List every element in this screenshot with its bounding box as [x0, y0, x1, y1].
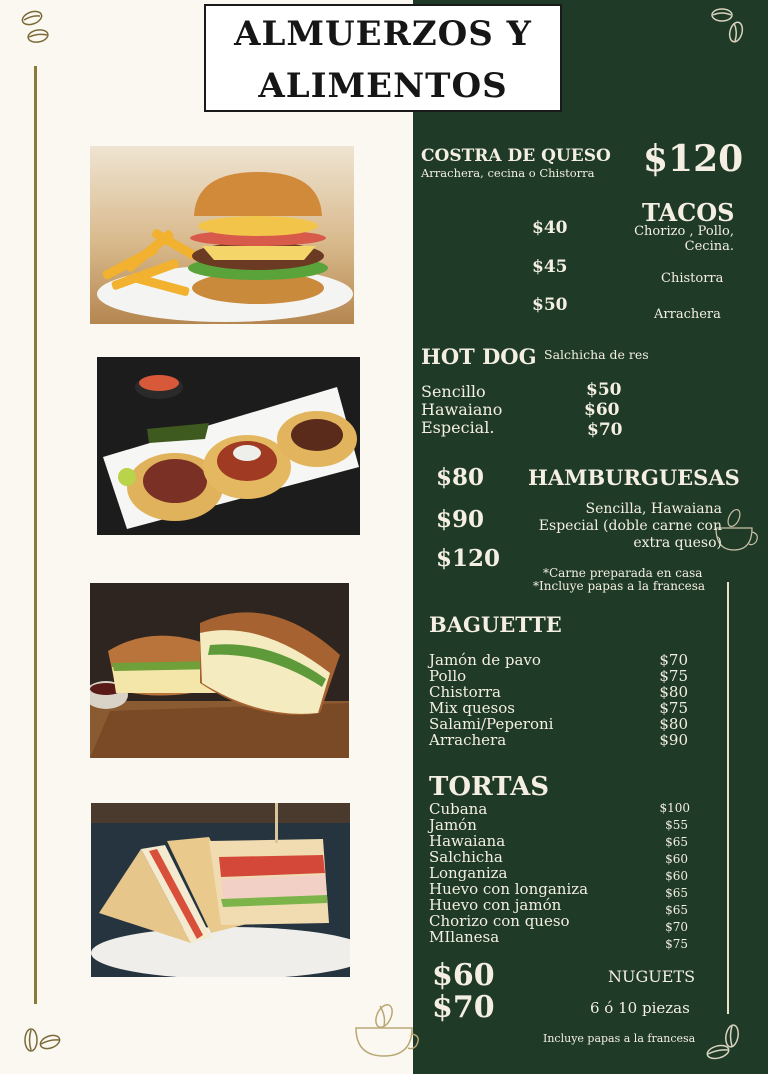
baguette-title: BAGUETTE	[429, 612, 562, 637]
tortas-price: $65	[665, 835, 688, 849]
hotdog-price-2: $60	[584, 400, 620, 420]
costra-description: Arrachera, cecina o Chistorra	[421, 166, 595, 180]
tortas-item: Huevo con longaniza	[429, 880, 589, 898]
tortas-price: $65	[665, 886, 688, 900]
coffee-beans-icon	[708, 4, 748, 44]
baguette-price: $75	[659, 667, 688, 685]
tortas-price: $60	[665, 852, 688, 866]
baguette-item: Chistorra	[429, 683, 501, 701]
hotdog-item-1: Sencillo	[421, 382, 486, 401]
tortas-item: Longaniza	[429, 864, 508, 882]
baguette-price: $80	[659, 715, 688, 733]
tortas-item: MIlanesa	[429, 928, 500, 946]
hotdog-title: HOT DOG	[421, 344, 537, 369]
baguette-item: Pollo	[429, 667, 467, 685]
tortas-price: $75	[665, 937, 688, 951]
baguette-price: $75	[659, 699, 688, 717]
baguette-item: Mix quesos	[429, 699, 515, 717]
coffee-beans-icon	[20, 1024, 64, 1058]
hamburguesas-price-1: $80	[436, 464, 485, 491]
hamburguesas-price-2: $90	[436, 506, 485, 533]
tortas-price: $100	[659, 801, 690, 815]
baguette-price: $80	[659, 683, 688, 701]
tortas-price: $60	[665, 869, 688, 883]
hamburguesas-note-1: *Carne preparada en casa	[543, 566, 703, 580]
tortas-title: TORTAS	[429, 772, 550, 802]
decorative-vertical-line	[34, 66, 37, 1004]
costra-price: $120	[643, 138, 744, 180]
tacos-price-2: $45	[532, 257, 568, 277]
hotdog-price-3: $70	[587, 420, 623, 440]
hotdog-price-1: $50	[586, 380, 622, 400]
nuguets-title: NUGUETS	[608, 967, 696, 986]
hamburguesas-note-2: *Incluye papas a la francesa	[533, 579, 706, 593]
page-title	[204, 4, 562, 112]
baguette-photo	[90, 583, 349, 758]
tacos-label-2: Chistorra	[661, 271, 724, 286]
baguette-item: Salami/Peperoni	[429, 715, 554, 733]
tortas-item: Hawaiana	[429, 832, 506, 850]
tortas-item: Huevo con jamón	[429, 896, 562, 914]
nuguets-description: 6 ó 10 piezas	[590, 999, 690, 1017]
tortas-price: $70	[665, 920, 688, 934]
costra-title: COSTRA DE QUESO	[421, 146, 611, 166]
hamburguesas-description: Sencilla, Hawaiana Especial (doble carne con extra queso)	[538, 501, 722, 551]
hamburguesas-title: HAMBURGUESAS	[528, 465, 740, 490]
tortas-price: $65	[665, 903, 688, 917]
nuguets-price-2: $70	[432, 990, 495, 1025]
tacos-price-3: $50	[532, 295, 568, 315]
decorative-vertical-line-right	[727, 582, 729, 1014]
title-line-2: ALIMENTOS	[258, 66, 508, 106]
coffee-beans-icon	[20, 6, 52, 46]
tacos-price-1: $40	[532, 218, 568, 238]
coffee-cup-icon	[350, 998, 422, 1062]
baguette-item: Arrachera	[429, 731, 507, 749]
tortas-item: Salchicha	[429, 848, 503, 866]
hotdog-item-3: Especial.	[421, 418, 495, 437]
tortas-item: Jamón	[429, 816, 477, 834]
tacos-photo	[97, 357, 360, 535]
tortas-item: Cubana	[429, 800, 488, 818]
title-line-1: ALMUERZOS Y	[234, 14, 532, 54]
sandwich-photo	[91, 803, 350, 977]
baguette-price: $70	[659, 651, 688, 669]
hamburguesas-price-3: $120	[436, 545, 501, 572]
tacos-label-1: Chorizo , Pollo, Cecina.	[634, 224, 734, 254]
tortas-item: Chorizo con queso	[429, 912, 570, 930]
baguette-price: $90	[659, 731, 688, 749]
baguette-item: Jamón de pavo	[429, 651, 541, 669]
tortas-price: $55	[665, 818, 688, 832]
nuguets-price-1: $60	[432, 958, 495, 993]
hotdog-item-2: Hawaiano	[421, 400, 503, 419]
hotdog-subtitle: Salchicha de res	[544, 347, 649, 362]
tacos-title: TACOS	[642, 198, 735, 227]
coffee-beans-icon	[704, 1024, 748, 1064]
nuguets-note: Incluye papas a la francesa	[543, 1032, 696, 1045]
burger-photo	[90, 146, 354, 324]
tacos-label-3: Arrachera	[654, 307, 721, 322]
